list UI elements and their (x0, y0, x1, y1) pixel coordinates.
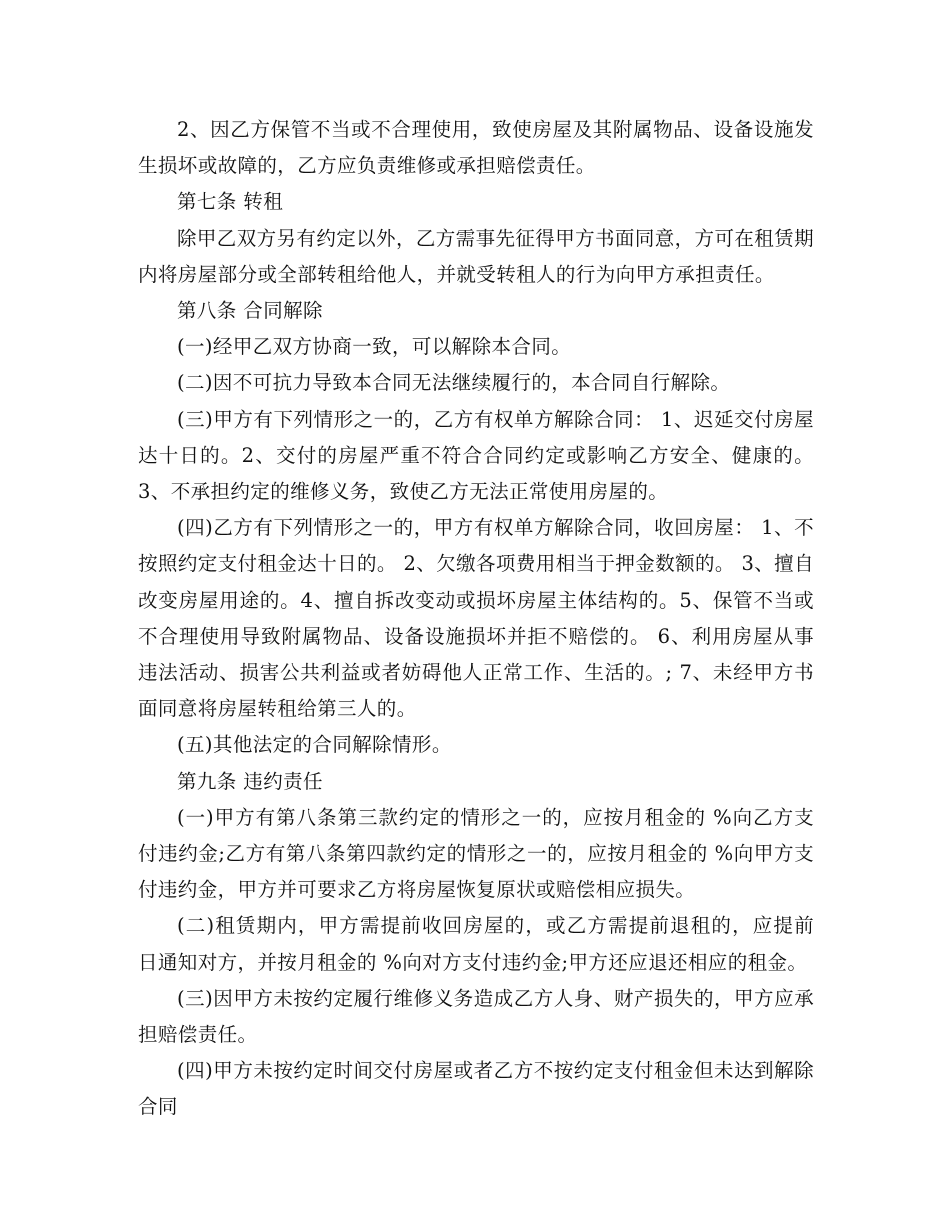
clause-paragraph: (五)其他法定的合同解除情形。 (177, 733, 452, 757)
clause-paragraph: (四)乙方有下列情形之一的，甲方有权单方解除合同，收回房屋： 1、不按照约定支付租金达十日的。 2、欠缴各项费用相当于押金数额的。 3、擅自改变房屋用途的。4、擅自拆改变动或损坏房屋主体结构的。5、保管不当或不合理使用导致附属物品、设备设施损坏并拒不赔偿的。 6、利用房屋从事违法活动、损害公共利益或者妨碍他人正常工作、生活的。; 7、未经甲方书面同意将房屋转租给第三人的。 (138, 516, 814, 721)
clause-paragraph: (一)甲方有第八条第三款约定的情形之一的，应按月租金的 %向乙方支付违约金;乙方有第八条第四款约定的情形之一的，应按月租金的 %向甲方支付违约金，甲方并可要求乙方将房屋恢复原状或赔偿相应损失。 (138, 805, 814, 902)
document-body (138, 112, 814, 1126)
clause-paragraph: (四)甲方未按约定时间交付房屋或者乙方不按约定支付租金但未达到解除合同 (138, 1059, 814, 1119)
clause-paragraph: (二)因不可抗力导致本合同无法继续履行的，本合同自行解除。 (177, 371, 731, 395)
clause-paragraph: (二)租赁期内，甲方需提前收回房屋的，或乙方需提前退租的，应提前 日通知对方，并按月租金的 %向对方支付违约金;甲方还应退还相应的租金。 (138, 914, 814, 974)
clause-paragraph: (三)因甲方未按约定履行维修义务造成乙方人身、财产损失的，甲方应承担赔偿责任。 (138, 986, 814, 1047)
clause-paragraph: (一)经甲乙双方协商一致，可以解除本合同。 (177, 335, 572, 359)
article-heading: 第八条 合同解除 (177, 299, 323, 323)
clause-paragraph: (三)甲方有下列情形之一的，乙方有权单方解除合同： 1、迟延交付房屋达十日的。2、交付的房屋严重不符合合同约定或影响乙方安全、健康的。 3、不承担约定的维修义务，致使乙方无法正常使用房屋的。 (138, 407, 814, 504)
clause-paragraph: 2、因乙方保管不当或不合理使用，致使房屋及其附属物品、设备设施发生损坏或故障的，乙方应负责维修或承担赔偿责任。 (138, 118, 814, 178)
article-heading: 第九条 违约责任 (177, 769, 323, 793)
clause-paragraph: 除甲乙双方另有约定以外，乙方需事先征得甲方书面同意，方可在租赁期内将房屋部分或全部转租给他人，并就受转租人的行为向甲方承担责任。 (138, 226, 814, 286)
article-heading: 第七条 转租 (177, 190, 284, 214)
